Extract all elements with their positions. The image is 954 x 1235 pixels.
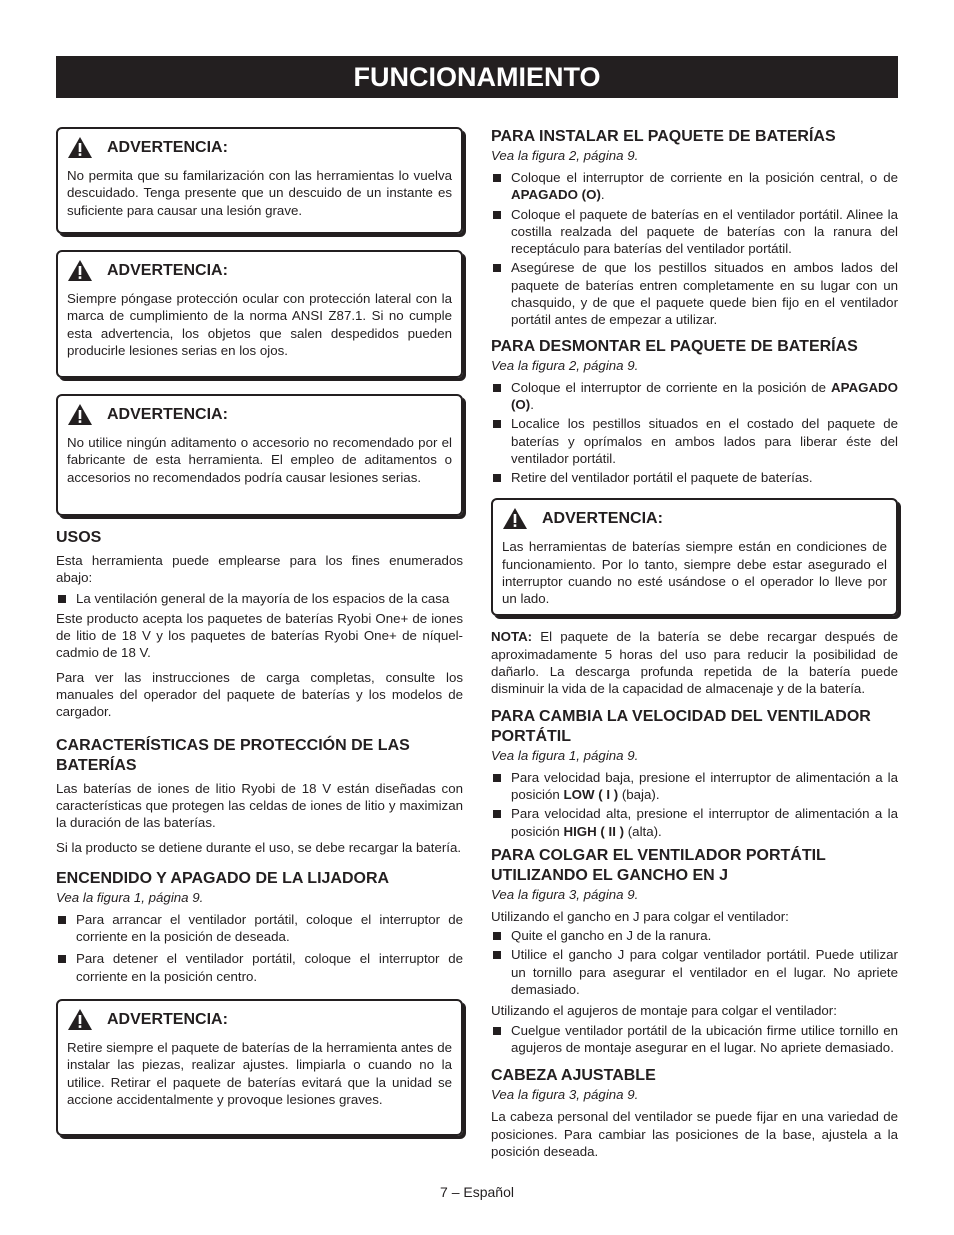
list-item-bold: HIGH ( II )	[563, 823, 625, 839]
figure-reference: Vea la figura 1, página 9.	[491, 747, 639, 763]
warning-label: ADVERTENCIA:	[107, 261, 228, 279]
bullet-list	[491, 379, 898, 487]
paragraph: Esta herramienta puede emplearse para los fines enumerados abajo:	[56, 553, 463, 586]
warning-text: No utilice ningún aditamento o accesorio no recomendado por el fabricante de esta herramienta. El empleo de aditamentos o accesorios no recomendados podría causar lesiones serias.	[67, 435, 452, 485]
list-item-text: Para velocidad alta, presione el interruptor de alimentación a la posición	[511, 806, 898, 839]
section-heading-desmontar: PARA DESMONTAR EL PAQUETE DE BATERÍAS	[491, 337, 858, 355]
warning-box	[491, 498, 898, 616]
bullet-list	[491, 927, 898, 998]
list-item-text: .	[600, 187, 605, 203]
figure-reference: Vea la figura 1, página 9.	[56, 889, 204, 905]
section-heading-instalar: PARA INSTALAR EL PAQUETE DE BATERÍAS	[491, 128, 836, 145]
page-title: FUNCIONAMIENTO	[56, 56, 898, 98]
warning-box	[56, 250, 463, 378]
list-item: Retire del ventilador portátil el paquete de baterías.	[491, 469, 898, 486]
section-heading-encendido: ENCENDIDO Y APAGADO DE LA LIJADORA	[56, 869, 390, 887]
paragraph: Las baterías de iones de litio Ryobi de 18 V están diseñadas con características que protegen las celdas de iones de litio y maximizan la duración de las baterías.	[56, 780, 463, 831]
paragraph: La cabeza personal del ventilador se puede fijar en una variedad de posiciones. Para cambiar las posiciones de la base, ajustela a la posición deseada.	[491, 1109, 898, 1159]
warning-triangle-icon	[67, 259, 93, 282]
list-item-text: Coloque el interruptor de corriente en la posición de	[511, 379, 832, 395]
list-item-bold: LOW ( I )	[563, 786, 619, 802]
warning-triangle-icon	[502, 507, 528, 530]
list-item	[491, 769, 898, 804]
list-item-text: .	[530, 396, 534, 412]
warning-label: ADVERTENCIA:	[107, 405, 228, 423]
list-item-text: (alta).	[624, 823, 662, 839]
figure-reference: Vea la figura 3, página 9.	[491, 1087, 639, 1103]
list-item: La ventilación general de la mayoría de los espacios de la casa	[56, 590, 463, 607]
list-item-bold: APAGADO (O)	[511, 187, 601, 203]
figure-reference: Vea la figura 2, página 9.	[491, 357, 639, 373]
section-heading-caracteristicas: CARACTERÍSTICAS DE PROTECCIÓN DE LAS BATERÍAS	[56, 736, 410, 774]
list-item	[491, 805, 898, 840]
list-item: Asegúrese de que los pestillos situados en ambos lados del paquete de baterías entren completamente en su lugar con un chasquido, y de que el paquete quede bien fijo en el ventilador portátil antes de empezar a utilizar.	[491, 259, 898, 328]
bullet-list	[56, 911, 463, 985]
bullet-list	[491, 169, 898, 329]
list-item-text: (baja).	[618, 786, 660, 802]
figure-reference: Vea la figura 2, página 9.	[491, 148, 639, 163]
note-text: El paquete de la batería se debe recargar después de aproximadamente 5 horas del uso para reducir la posibilidad de dañarlo. La descarga profunda repetida de la batería puede disminuir la vida de la capacidad de almacenaje y de la batería.	[491, 629, 898, 697]
warning-text: Las herramientas de baterías siempre están en condiciones de funcionamiento. Por lo tanto, siempre debe estar asegurado el interruptor cuando no esté usándose o el operador lo lleve por un lado.	[502, 539, 887, 607]
list-item: Para detener el ventilador portátil, coloque el interruptor de corriente en la posición centro.	[56, 950, 463, 985]
section-heading-colgar: PARA COLGAR EL VENTILADOR PORTÁTIL UTILIZANDO EL GANCHO EN J	[491, 846, 826, 884]
list-item	[491, 169, 898, 204]
warning-box	[56, 999, 463, 1136]
warning-text: Retire siempre el paquete de baterías de la herramienta antes de instalar las piezas, realizar ajustes. limpiarla o cuando no la utilice. Retirar el paquete de baterías evitará que la unidad se accione accidentalmente y provoque lesiones graves.	[67, 1040, 452, 1107]
paragraph: Utilizando el gancho en J para colgar el ventilador:	[491, 908, 789, 924]
note-paragraph	[491, 628, 898, 697]
warning-box	[56, 394, 463, 516]
right-column	[491, 127, 898, 1167]
warning-triangle-icon	[67, 1008, 93, 1031]
bullet-list	[56, 590, 463, 607]
page-footer: 7 – Español	[440, 1184, 514, 1200]
warning-label: ADVERTENCIA:	[542, 509, 663, 527]
warning-triangle-icon	[67, 403, 93, 426]
warning-box	[56, 127, 463, 234]
warning-label: ADVERTENCIA:	[107, 1010, 228, 1028]
warning-text: Siempre póngase protección ocular con protección lateral con la marca de cumplimiento de la norma ANSI Z87.1. Si no cumple esta advertencia, los objetos que salen despedidos pueden producirle lesiones serias en los ojos.	[67, 291, 452, 358]
list-item: Utilice el gancho J para colgar ventilador portátil. Puede utilizar un tornillo para asegurar el ventilador en el lugar. No apriete demasiado.	[491, 946, 898, 998]
paragraph: Para ver las instrucciones de carga completas, consulte los manuales del operador del paquete de baterías y los modelos de cargador.	[56, 669, 463, 720]
warning-text: No permita que su familarización con las herramientas lo vuelva descuidado. Tenga presente que un descuido de un instante es suficiente para causar una lesión grave.	[67, 168, 452, 218]
warning-label: ADVERTENCIA:	[107, 138, 228, 156]
list-item: Quite el gancho en J de la ranura.	[491, 927, 898, 944]
figure-reference: Vea la figura 3, página 9.	[491, 886, 639, 902]
note-label: NOTA:	[491, 629, 533, 645]
section-heading-usos: USOS	[56, 529, 102, 546]
bullet-list	[491, 769, 898, 840]
list-item-bold: APAGADO (O)	[511, 379, 898, 412]
warning-triangle-icon	[67, 136, 93, 159]
list-item: Coloque el paquete de baterías en el ventilador portátil. Alinee la costilla realzada del paquete de baterías con la ranura del receptáculo para baterías del ventilador portátil.	[491, 206, 898, 258]
left-column	[56, 127, 463, 1136]
list-item: Localice los pestillos situados en el costado del paquete de baterías y oprímalos en ambos lados para liberar éste del ventilador portátil.	[491, 415, 898, 467]
list-item	[491, 379, 898, 414]
list-item: Para arrancar el ventilador portátil, coloque el interruptor de corriente en la posición de deseada.	[56, 911, 463, 946]
list-item-text: Coloque el interruptor de corriente en la posición central, o de	[511, 170, 898, 185]
section-heading-cabeza: CABEZA AJUSTABLE	[491, 1067, 656, 1085]
paragraph: Si la producto se detiene durante el uso, se debe recargar la batería.	[56, 839, 462, 855]
paragraph: Utilizando el agujeros de montaje para colgar el ventilador:	[491, 1003, 837, 1019]
section-heading-velocidad: PARA CAMBIA LA VELOCIDAD DEL VENTILADOR PORTÁTIL	[491, 707, 871, 745]
bullet-list	[491, 1022, 898, 1057]
paragraph: Este producto acepta los paquetes de baterías Ryobi One+ de iones de litio de 18 V y los paquetes de baterías Ryobi One+ de níquel-cadmio de 18 V.	[56, 610, 463, 661]
list-item: Cuelgue ventilador portátil de la ubicación firme utilice tornillo en agujeros de montaje asegurar en el lugar. No apriete demasiado.	[491, 1022, 898, 1057]
list-item-text: Para velocidad baja, presione el interruptor de alimentación a la posición	[511, 769, 898, 802]
